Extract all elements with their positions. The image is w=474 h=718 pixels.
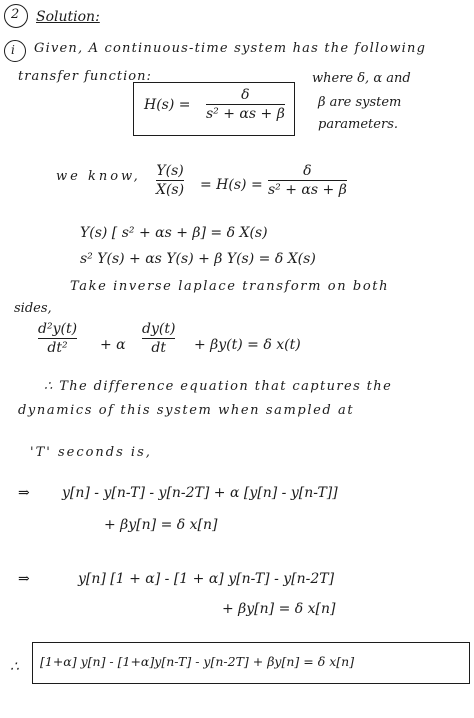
- inverse-line-1: Take inverse laplace transform on both: [70, 279, 390, 294]
- diff-eq-rest: + βy(t) = δ x(t): [194, 337, 301, 353]
- difference-text-line-1: ∴ The difference equation that captures the: [44, 379, 393, 394]
- first-derivative-numerator: dy(t): [142, 321, 176, 337]
- second-derivative-fraction: [38, 322, 77, 355]
- rhs-bar: [268, 180, 347, 181]
- equation-line-1: Y(s) [ s² + αs + β] = δ X(s): [80, 225, 268, 241]
- params-note-line-2: β are system: [318, 95, 402, 110]
- derivation-line-4: + βy[n] = δ x[n]: [222, 601, 336, 617]
- therefore-symbol: ∴: [10, 659, 19, 675]
- tf-denominator: s² + αs + β: [206, 106, 285, 122]
- params-note-line-3: parameters.: [318, 117, 398, 132]
- tf-fraction: [206, 88, 285, 121]
- inverse-line-2: sides,: [14, 301, 52, 316]
- derivation-line-1: y[n] - y[n-T] - y[n-2T] + α [y[n] - y[n-T]]: [62, 485, 338, 501]
- tf-fraction-bar: [206, 104, 285, 105]
- first-derivative-bar: [142, 338, 175, 339]
- part-number: i: [11, 43, 15, 57]
- first-derivative-denominator: dt: [151, 340, 166, 356]
- rhs-numerator: δ: [303, 163, 312, 179]
- tf-numerator: δ: [241, 87, 250, 103]
- second-derivative-bar: [38, 338, 77, 339]
- part-number-circle: [4, 40, 26, 62]
- ratio-fraction: [156, 164, 184, 197]
- intro-line-2: transfer function:: [18, 69, 152, 84]
- equation-line-2: s² Y(s) + αs Y(s) + β Y(s) = δ X(s): [80, 251, 316, 267]
- implies-arrow-2: ⇒: [18, 571, 30, 587]
- rhs-denominator: s² + αs + β: [268, 182, 347, 198]
- tf-lhs: H(s) =: [144, 97, 191, 113]
- question-number: 2: [11, 7, 20, 22]
- intro-line-1: Given, A continuous-time system has the following: [34, 41, 427, 56]
- solution-heading: Solution:: [36, 9, 100, 25]
- we-know-text: we know,: [56, 169, 141, 184]
- we-know-rhs-fraction: [268, 164, 347, 197]
- derivation-line-3: y[n] [1 + α] - [1 + α] y[n-T] - y[n-2T]: [78, 571, 335, 587]
- difference-text-line-2: dynamics of this system when sampled at: [18, 403, 355, 418]
- params-note-line-1: where δ, α and: [312, 71, 411, 86]
- final-equation: [1+α] y[n] - [1+α]y[n-T] - y[n-2T] + βy[n] = δ x[n]: [40, 654, 355, 669]
- plus-alpha: + α: [100, 337, 126, 353]
- derivation-line-2: + βy[n] = δ x[n]: [104, 517, 218, 533]
- difference-text-line-3: 'T' seconds is,: [30, 445, 152, 460]
- first-derivative-fraction: [142, 322, 175, 355]
- second-derivative-denominator: dt²: [47, 340, 68, 356]
- ratio-denominator: X(s): [156, 182, 185, 198]
- ratio-numerator: Y(s): [156, 163, 184, 179]
- ratio-bar: [156, 180, 184, 181]
- we-know-equals: = H(s) =: [200, 177, 263, 193]
- second-derivative-numerator: d²y(t): [38, 321, 78, 337]
- implies-arrow-1: ⇒: [18, 485, 30, 501]
